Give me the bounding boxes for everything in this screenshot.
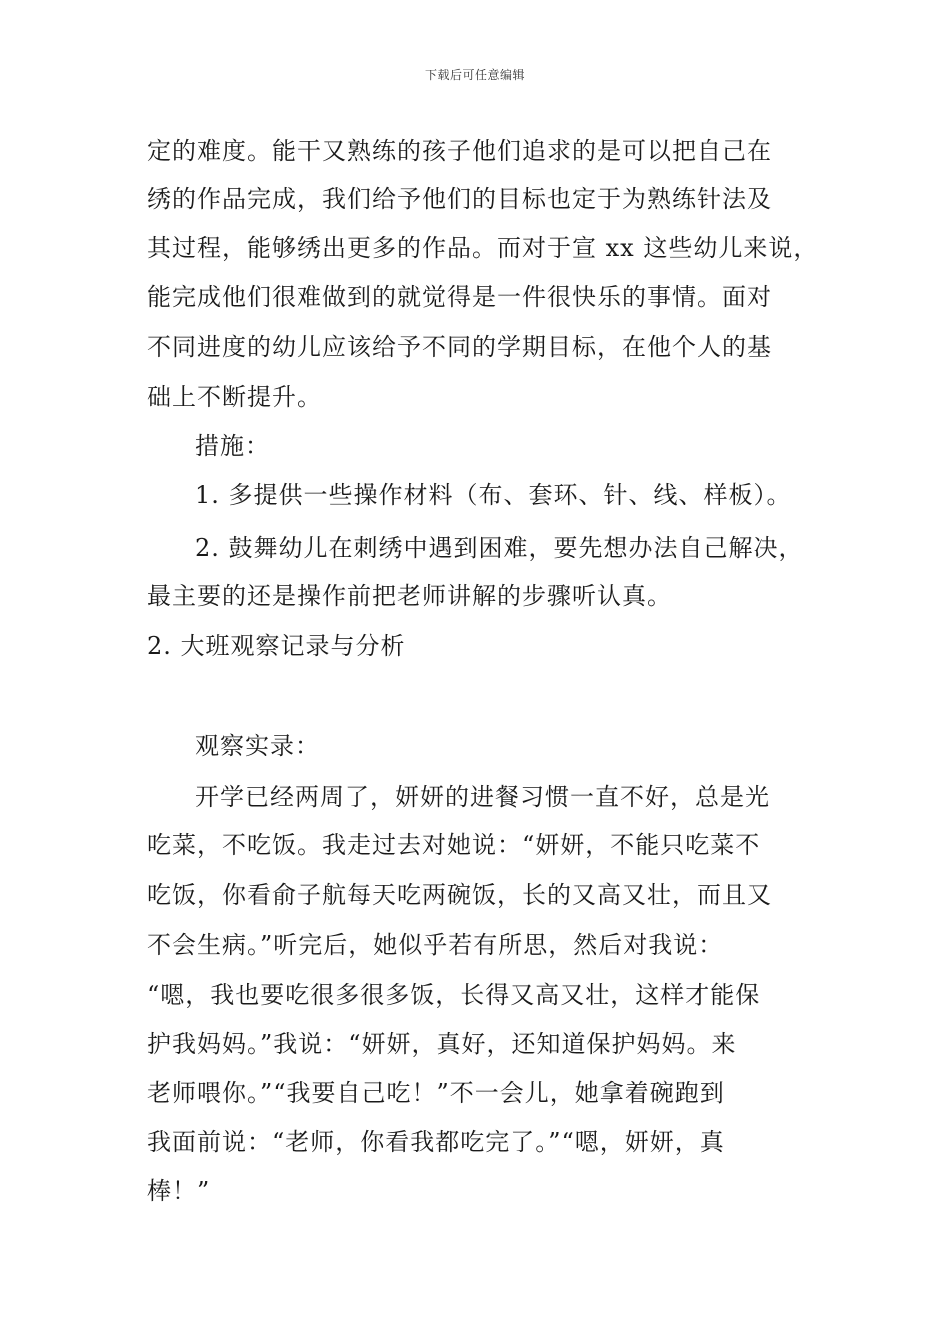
observation-heading: 观察实录： <box>195 732 320 760</box>
paragraph-line: 础上不断提升。 <box>147 383 322 411</box>
paragraph-line: 我面前说：“老师，你看我都吃完了。”“嗯，妍妍，真 <box>147 1128 725 1156</box>
paragraph-line: 不同进度的幼儿应该给予不同的学期目标，在他个人的基 <box>147 333 772 361</box>
paragraph-line: 老师喂你。”“我要自己吃！”不一会儿，她拿着碗跑到 <box>147 1079 725 1107</box>
paragraph-line: 能完成他们很难做到的就觉得是一件很快乐的事情。面对 <box>147 283 772 311</box>
paragraph-line: 开学已经两周了，妍妍的进餐习惯一直不好，总是光 <box>195 783 770 811</box>
page-header: 下载后可任意编辑 <box>424 68 525 82</box>
measure-item: 2. 鼓舞幼儿在刺绣中遇到困难，要先想办法自己解决， <box>195 534 804 562</box>
paragraph-line: 最主要的还是操作前把老师讲解的步骤听认真。 <box>147 582 672 610</box>
measures-heading: 措施： <box>195 432 270 460</box>
paragraph-line: 其过程，能够绣出更多的作品。而对于宣 xx 这些幼儿来说， <box>147 234 819 262</box>
paragraph-line: 吃饭，你看俞子航每天吃两碗饭，长的又高又壮，而且又 <box>147 881 772 909</box>
paragraph-line: 绣的作品完成，我们给予他们的目标也定于为熟练针法及 <box>147 185 772 213</box>
section-heading: 2. 大班观察记录与分析 <box>147 632 406 660</box>
measure-item: 1. 多提供一些操作材料（布、套环、针、线、样板）。 <box>195 481 792 509</box>
paragraph-line: 护我妈妈。”我说：“妍妍，真好，还知道保护妈妈。来 <box>147 1030 737 1058</box>
paragraph-line: “嗯，我也要吃很多很多饭，长得又高又壮，这样才能保 <box>147 981 761 1009</box>
paragraph-line: 吃菜，不吃饭。我走过去对她说：“妍妍，不能只吃菜不 <box>147 831 761 859</box>
paragraph-line: 棒！” <box>147 1177 211 1205</box>
paragraph-line: 定的难度。能干又熟练的孩子他们追求的是可以把自己在 <box>147 137 772 165</box>
paragraph-line: 不会生病。”听完后，她似乎若有所思，然后对我说： <box>147 931 724 959</box>
